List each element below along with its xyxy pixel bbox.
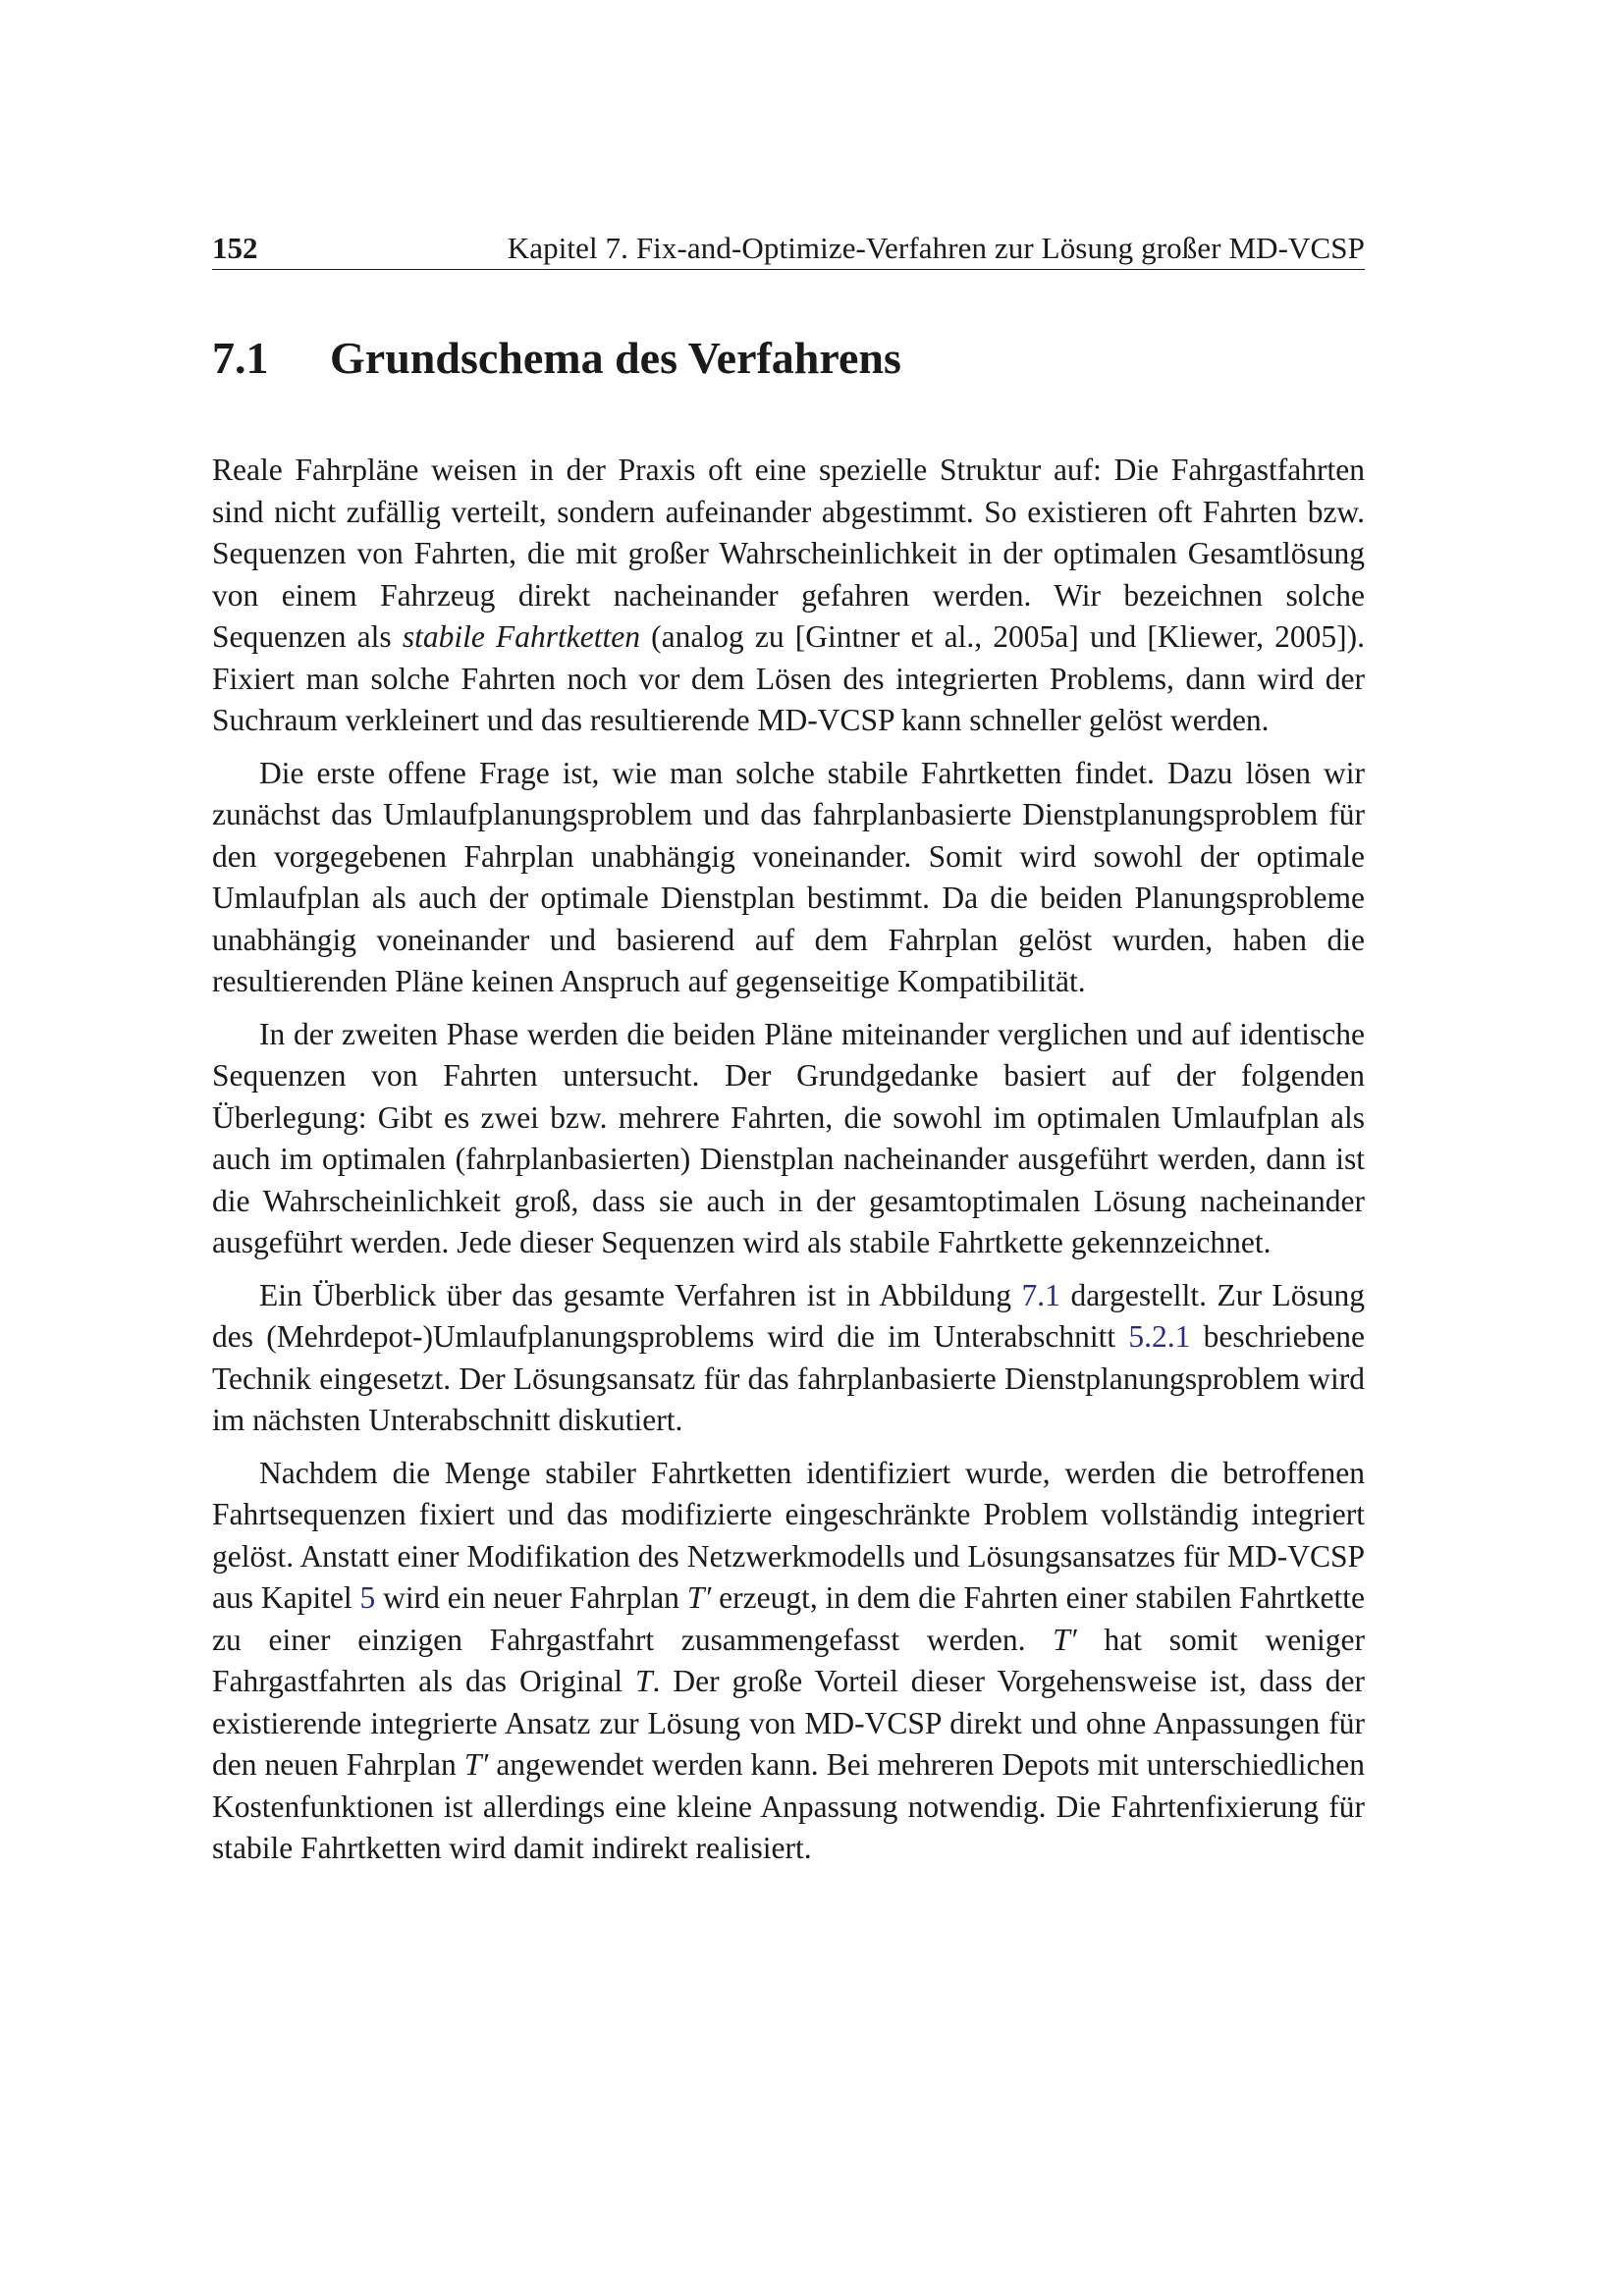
- section-reference-link[interactable]: 5.2.1: [1128, 1319, 1191, 1354]
- paragraph-text: (analog zu [Gintner et al., 2005a] und [Kliewer, 2005]). Fixiert man solche Fahrten noch vor dem Lösen des integrierten Problems, dann wird der Suchraum verkleinert und das resultierende MD-VCSP kann schneller gelöst werden.: [212, 619, 1365, 737]
- figure-reference-link[interactable]: 7.1: [1021, 1277, 1060, 1312]
- section-title: Grundschema des Verfahrens: [330, 333, 901, 383]
- paragraph-text: hat somit weniger Fahrgastfahrten als das Original: [212, 1622, 1365, 1698]
- paragraph-text: wird ein neuer Fahrplan: [375, 1580, 687, 1615]
- math-symbol: T′: [463, 1747, 489, 1782]
- body-text: [212, 450, 1365, 1881]
- paragraph-text: erzeugt, in dem die Fahrten einer stabilen Fahrtkette zu einer einzigen Fahrgastfahrt zusammengefasst werden.: [212, 1580, 1365, 1657]
- paragraph-3: In der zweiten Phase werden die beiden Pläne miteinander verglichen und auf identische Sequenzen von Fahrten untersucht. Der Grundgedanke basiert auf der folgenden Überlegung: Gibt es zwei bzw. mehrere Fahrten, die sowohl im optimalen Umlaufplan als auch im optimalen (fahrplanbasierten) Dienstplan nacheinander ausgeführt werden, dann ist die Wahrscheinlichkeit groß, dass sie auch in der gesamtoptimalen Lösung nacheinander ausgeführt werden. Jede dieser Sequenzen wird als stabile Fahrtkette gekennzeichnet.: [212, 1016, 1365, 1259]
- paragraph-text: . Der große Vorteil dieser Vorgehensweise ist, dass der existierende integrierte Ansatz zur Lösung von MD-VCSP direkt und ohne Anpassungen für den neuen Fahrplan: [212, 1664, 1366, 1782]
- paragraph-1: [212, 450, 1365, 742]
- paragraph-text: Nachdem die Menge stabiler Fahrtketten identifiziert wurde, werden die betroffenen Fahrtsequenzen fixiert und das modifizierte eingeschränkte Problem vollständig integriert gelöst. Anstatt einer Modifikation des Netzwerkmodells und Lösungsansatzes für MD-VCSP aus Kapitel: [212, 1455, 1365, 1615]
- running-header: [212, 228, 1365, 270]
- paragraph-text: dargestellt. Zur Lösung des (Mehrdepot-)Umlaufplanungsproblems wird die im Unterabschnitt: [212, 1277, 1365, 1354]
- paragraph-text: angewendet werden kann. Bei mehreren Depots mit unterschiedlichen Kostenfunktionen ist allerdings eine kleine Anpassung notwendig. Die Fahrtenfixierung für stabile Fahrtketten wird damit indirekt realisiert.: [212, 1747, 1366, 1865]
- paragraph-text: Reale Fahrpläne weisen in der Praxis oft eine spezielle Struktur auf: Die Fahrgastfahrten sind nicht zufällig verteilt, sondern aufeinander abgestimmt. So existieren oft Fahrten bzw. Sequenzen von Fahrten, die mit großer Wahrscheinlichkeit in der optimalen Gesamtlösung von einem Fahrzeug direkt nacheinander gefahren werden. Wir bezeichnen solche Sequenzen als: [212, 453, 1365, 654]
- section-heading: [212, 324, 1365, 393]
- chapter-reference-link[interactable]: 5: [359, 1580, 376, 1615]
- section-number: 7.1: [212, 333, 269, 383]
- page-number: 152: [212, 231, 258, 265]
- paragraph-text: beschriebene Technik eingesetzt. Der Lösungsansatz für das fahrplanbasierte Dienstplanungsproblem wird im nächsten Unterabschnitt diskutiert.: [212, 1319, 1366, 1437]
- paragraph-text: Ein Überblick über das gesamte Verfahren ist in Abbildung: [259, 1277, 1022, 1312]
- paragraph-5: [212, 1453, 1365, 1870]
- paragraph-2: Die erste offene Frage ist, wie man solche stabile Fahrtketten findet. Dazu lösen wir zunächst das Umlaufplanungsproblem und das fahrplanbasierte Dienstplanungsproblem für den vorgegebenen Fahrplan unabhängig voneinander. Somit wird sowohl der optimale Umlaufplan als auch der optimale Dienstplan bestimmt. Da die beiden Planungsprobleme unabhängig voneinander und basierend auf dem Fahrplan gelöst wurden, haben die resultierenden Pläne keinen Anspruch auf gegenseitige Kompatibilität.: [212, 755, 1365, 998]
- math-symbol: T′: [686, 1580, 712, 1615]
- running-title: Kapitel 7. Fix-and-Optimize-Verfahren zur Lösung großer MD-VCSP: [507, 231, 1365, 265]
- math-symbol: T: [634, 1664, 653, 1698]
- emphasized-term: stabile Fahrtketten: [402, 619, 640, 654]
- paragraph-4: [212, 1275, 1365, 1442]
- math-symbol: T′: [1053, 1622, 1077, 1657]
